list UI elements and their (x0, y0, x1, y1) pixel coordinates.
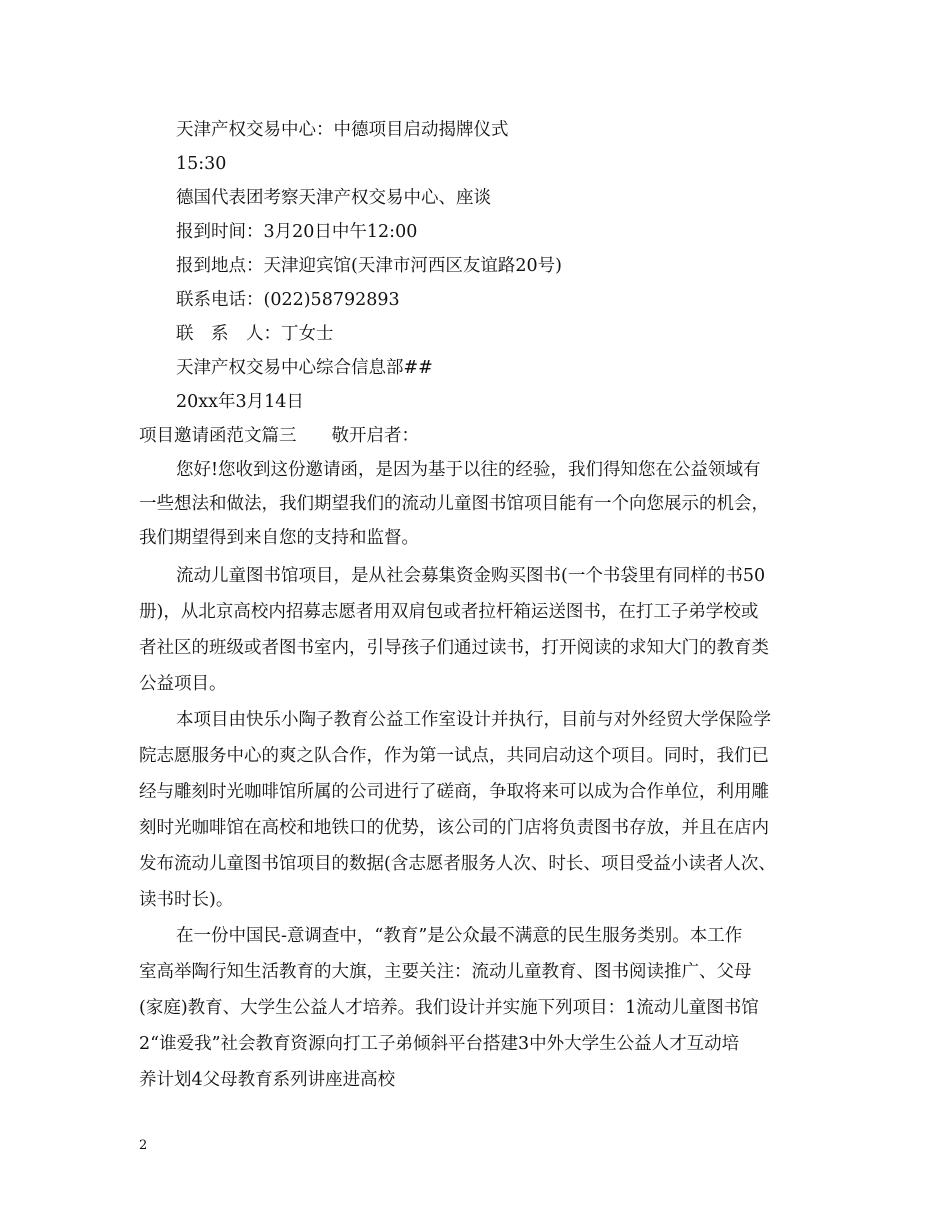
paragraph-line: 在一份中国民-意调查中，“教育”是公众最不满意的民生服务类别。本工作 (176, 926, 743, 946)
paragraph-line: 册)，从北京高校内招募志愿者用双肩包或者拉杆箱运送图书，在打工子弟学校或 (139, 602, 759, 622)
text-line: 德国代表团考察天津产权交易中心、座谈 (176, 188, 491, 208)
text-line: 报到时间：3月20日中午12:00 (176, 222, 418, 242)
page-number: 2 (139, 1138, 148, 1153)
paragraph-line: 一些想法和做法，我们期望我们的流动儿童图书馆项目能有一个向您展示的机会， (139, 494, 769, 514)
paragraph-line: 发布流动儿童图书馆项目的数据(含志愿者服务人次、时长、项目受益小读者人次、 (139, 854, 776, 874)
paragraph-line: 刻时光咖啡馆在高校和地铁口的优势，该公司的门店将负责图书存放，并且在店内 (139, 818, 769, 838)
paragraph-line: 我们期望得到来自您的支持和监督。 (139, 528, 419, 548)
section-heading: 项目邀请函范文篇三 敬开启者： (139, 426, 419, 446)
paragraph-line: 者社区的班级或者图书室内，引导孩子们通过读书，打开阅读的求知大门的教育类 (139, 638, 769, 658)
paragraph-line: 养计划4父母教育系列讲座进高校 (139, 1070, 396, 1090)
paragraph-line: 公益项目。 (139, 674, 227, 694)
paragraph-line: 流动儿童图书馆项目，是从社会募集资金购买图书(一个书袋里有同样的书50 (176, 566, 766, 586)
paragraph-line: (家庭)教育、大学生公益人才培养。我们设计并实施下列项目：1流动儿童图书馆 (139, 998, 759, 1018)
text-line: 联 系 人：丁女士 (176, 324, 334, 344)
paragraph-line: 您好!您收到这份邀请函，是因为基于以往的经验，我们得知您在公益领域有 (176, 460, 761, 480)
paragraph-line: 室高举陶行知生活教育的大旗，主要关注：流动儿童教育、图书阅读推广、父母 (139, 962, 752, 982)
text-line: 20xx年3月14日 (176, 392, 304, 412)
paragraph-line: 本项目由快乐小陶子教育公益工作室设计并执行，目前与对外经贸大学保险学 (176, 710, 771, 730)
text-line: 天津产权交易中心综合信息部## (176, 358, 433, 378)
text-line: 报到地点：天津迎宾馆(天津市河西区友谊路20号) (176, 256, 562, 276)
text-line: 联系电话：(022)58792893 (176, 290, 400, 310)
paragraph-line: 读书时长)。 (139, 890, 234, 910)
paragraph-line: 院志愿服务中心的爽之队合作，作为第一试点，共同启动这个项目。同时，我们已 (139, 746, 769, 766)
paragraph-line: 经与雕刻时光咖啡馆所属的公司进行了磋商，争取将来可以成为合作单位，利用雕 (139, 782, 769, 802)
paragraph-line: 2“谁爱我”社会教育资源向打工子弟倾斜平台搭建3中外大学生公益人才互动培 (139, 1034, 740, 1054)
text-line: 天津产权交易中心：中德项目启动揭牌仪式 (176, 120, 509, 140)
text-line: 15:30 (176, 154, 227, 174)
